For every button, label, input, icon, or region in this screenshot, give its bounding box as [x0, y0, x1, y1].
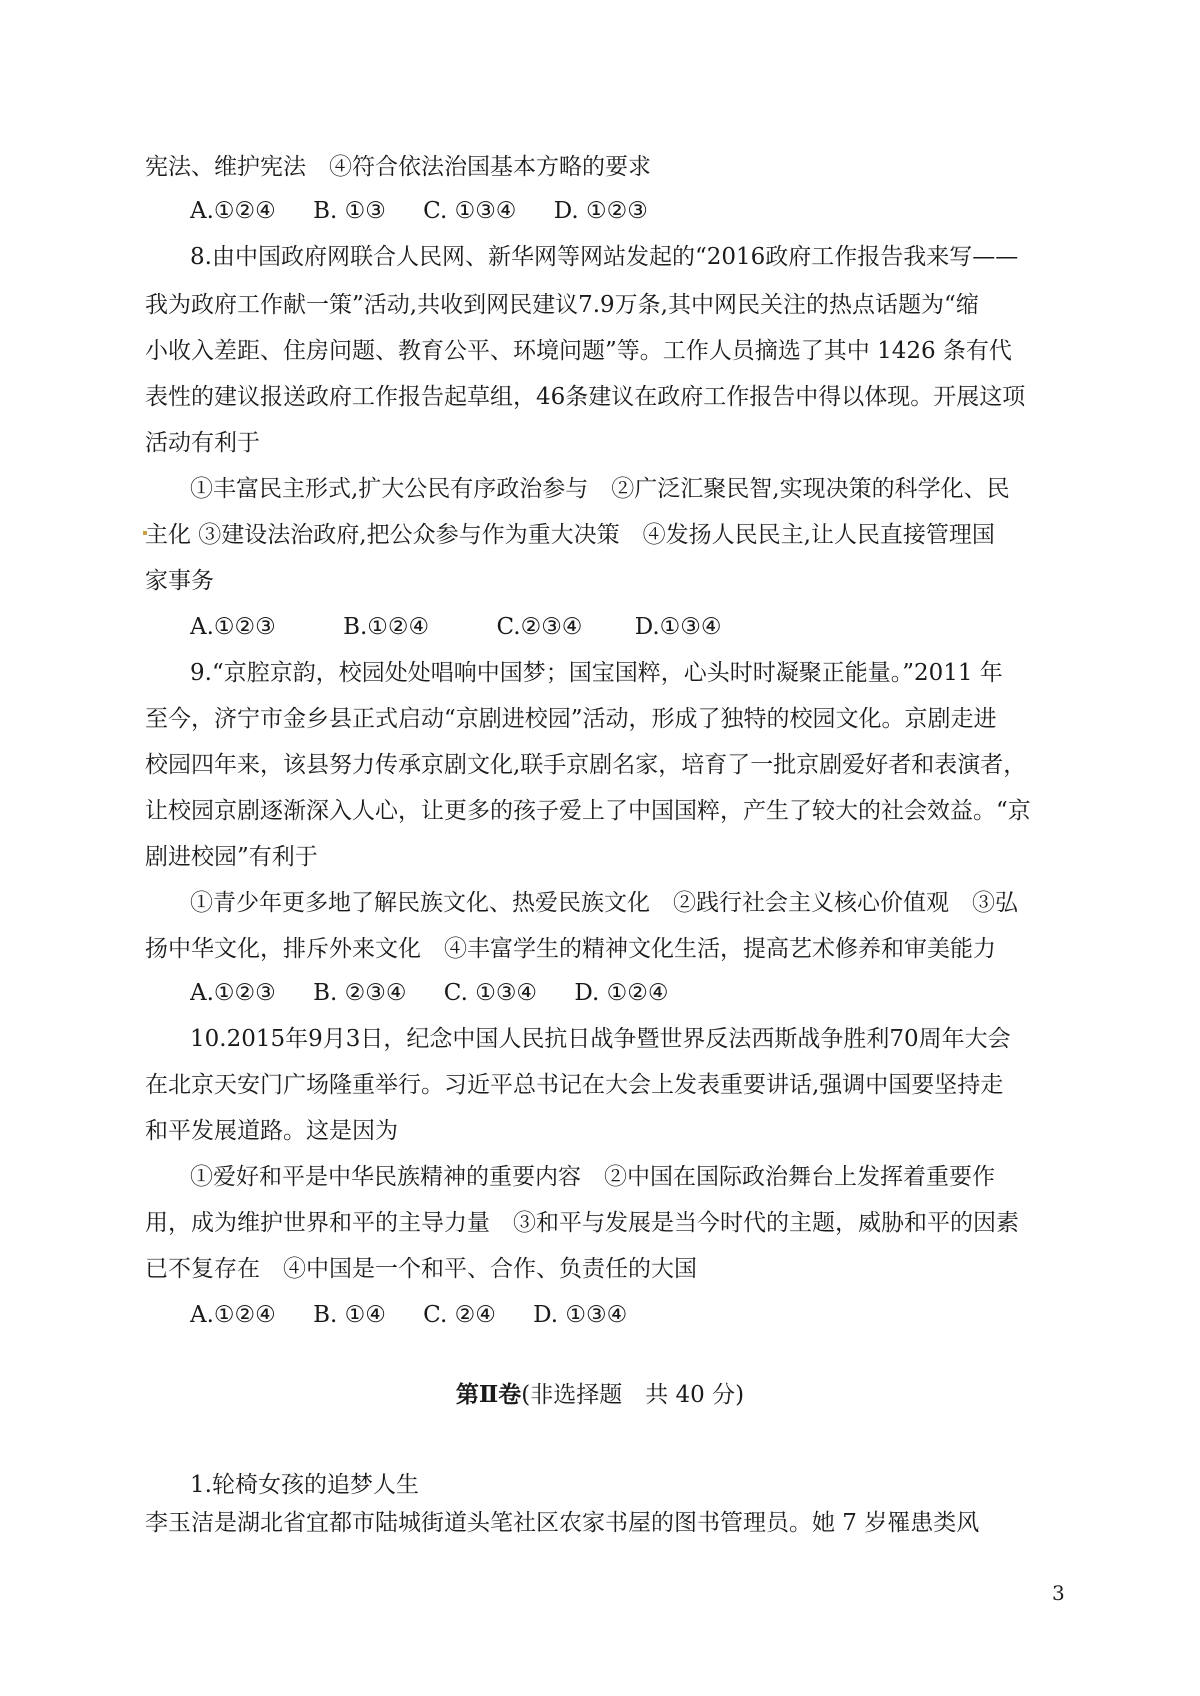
question-9-text: 9.“京腔京韵，校园处处唱响中国梦；国宝国粹，心头时时凝聚正能量。”2011 年 — [190, 660, 1003, 686]
option-d: D. ①②③ — [553, 198, 648, 224]
option-d: D. ①③④ — [533, 1302, 628, 1328]
text-line: 已不复存在 ④中国是一个和平、合作、负责任的大国 — [145, 1256, 697, 1282]
text-line: 用，成为维护世界和平的主导力量 ③和平与发展是当今时代的主题，威胁和平的因素 — [145, 1210, 1019, 1236]
text-line: 在北京天安门广场隆重举行。习近平总书记在大会上发表重要讲话,强调中国要坚持走 — [145, 1072, 1004, 1098]
text-line: 剧进校园”有利于 — [145, 844, 318, 870]
text-line: 主化 ③建设法治政府,把公众参与作为重大决策 ④发扬人民民主,让人民直接管理国 — [145, 522, 995, 548]
text-line: 家事务 — [145, 568, 214, 594]
option-a: A.①②④ — [190, 198, 276, 224]
option-c: C. ②④ — [423, 1302, 496, 1328]
text-line: 和平发展道路。这是因为 — [145, 1118, 398, 1144]
section-title-rest: (非选择题 共 40 分) — [521, 1382, 745, 1408]
question-10-text: 10.2015年9月3日，纪念中国人民抗日战争暨世界反法西斯战争胜利70周年大会 — [190, 1026, 1011, 1052]
option-d: D.①③④ — [634, 614, 722, 640]
answer-options-q9 — [190, 976, 1065, 1010]
section-title — [0, 1378, 1200, 1412]
text-line: 李玉洁是湖北省宜都市陆城街道头笔社区农家书屋的图书管理员。她 7 岁罹患类风 — [145, 1510, 980, 1536]
text-line: 宪法、维护宪法 ④符合依法治国基本方略的要求 — [145, 154, 651, 180]
question-heading: 1.轮椅女孩的追梦人生 — [190, 1472, 419, 1498]
answer-options-q10 — [190, 1298, 1065, 1332]
option-c: C.②③④ — [496, 614, 583, 640]
text-line: 表性的建议报送政府工作报告起草组，46条建议在政府工作报告中得以体现。开展这项 — [145, 384, 1026, 410]
option-b: B. ①④ — [313, 1302, 386, 1328]
section-title-bold: 第Ⅱ卷 — [455, 1381, 522, 1408]
option-a: A.①②③ — [190, 614, 276, 640]
option-b: B. ①③ — [313, 198, 386, 224]
text-line: 扬中华文化，排斥外来文化 ④丰富学生的精神文化生活，提高艺术修养和审美能力 — [145, 936, 996, 962]
question-8-text: 8.由中国政府网联合人民网、新华网等网站发起的“2016政府工作报告我来写—— — [190, 244, 1019, 270]
option-a: A.①②④ — [190, 1302, 276, 1328]
text-line: 我为政府工作献一策”活动,共收到网民建议7.9万条,其中网民关注的热点话题为“缩 — [145, 292, 979, 318]
option-d: D. ①②④ — [574, 980, 669, 1006]
option-a: A.①②③ — [190, 980, 276, 1006]
text-line: 小收入差距、住房问题、教育公平、环境问题”等。工作人员摘选了其中 1426 条有代 — [145, 338, 1012, 364]
text-line: 让校园京剧逐渐深入人心，让更多的孩子爱上了中国国粹，产生了较大的社会效益。“京 — [145, 798, 1031, 824]
text-line: ①爱好和平是中华民族精神的重要内容 ②中国在国际政治舞台上发挥着重要作 — [190, 1164, 995, 1190]
text-line: 校园四年来，该县努力传承京剧文化,联手京剧名家，培育了一批京剧爱好者和表演者， — [145, 752, 1027, 778]
option-c: C. ①③④ — [423, 198, 517, 224]
text-line: 活动有利于 — [145, 430, 260, 456]
page-number: 3 — [1052, 1581, 1065, 1605]
answer-options-q8 — [190, 610, 1065, 644]
answer-options-q7 — [190, 194, 1065, 228]
text-line: 至今，济宁市金乡县正式启动“京剧进校园”活动，形成了独特的校园文化。京剧走进 — [145, 706, 997, 732]
option-b: B. ②③④ — [313, 980, 407, 1006]
option-c: C. ①③④ — [443, 980, 538, 1006]
text-line: ①丰富民主形式,扩大公民有序政治参与 ②广泛汇聚民智,实现决策的科学化、民 — [190, 476, 1010, 502]
text-line: ①青少年更多地了解民族文化、热爱民族文化 ②践行社会主义核心价值观 ③弘 — [190, 890, 1018, 916]
option-b: B.①②④ — [343, 614, 430, 640]
